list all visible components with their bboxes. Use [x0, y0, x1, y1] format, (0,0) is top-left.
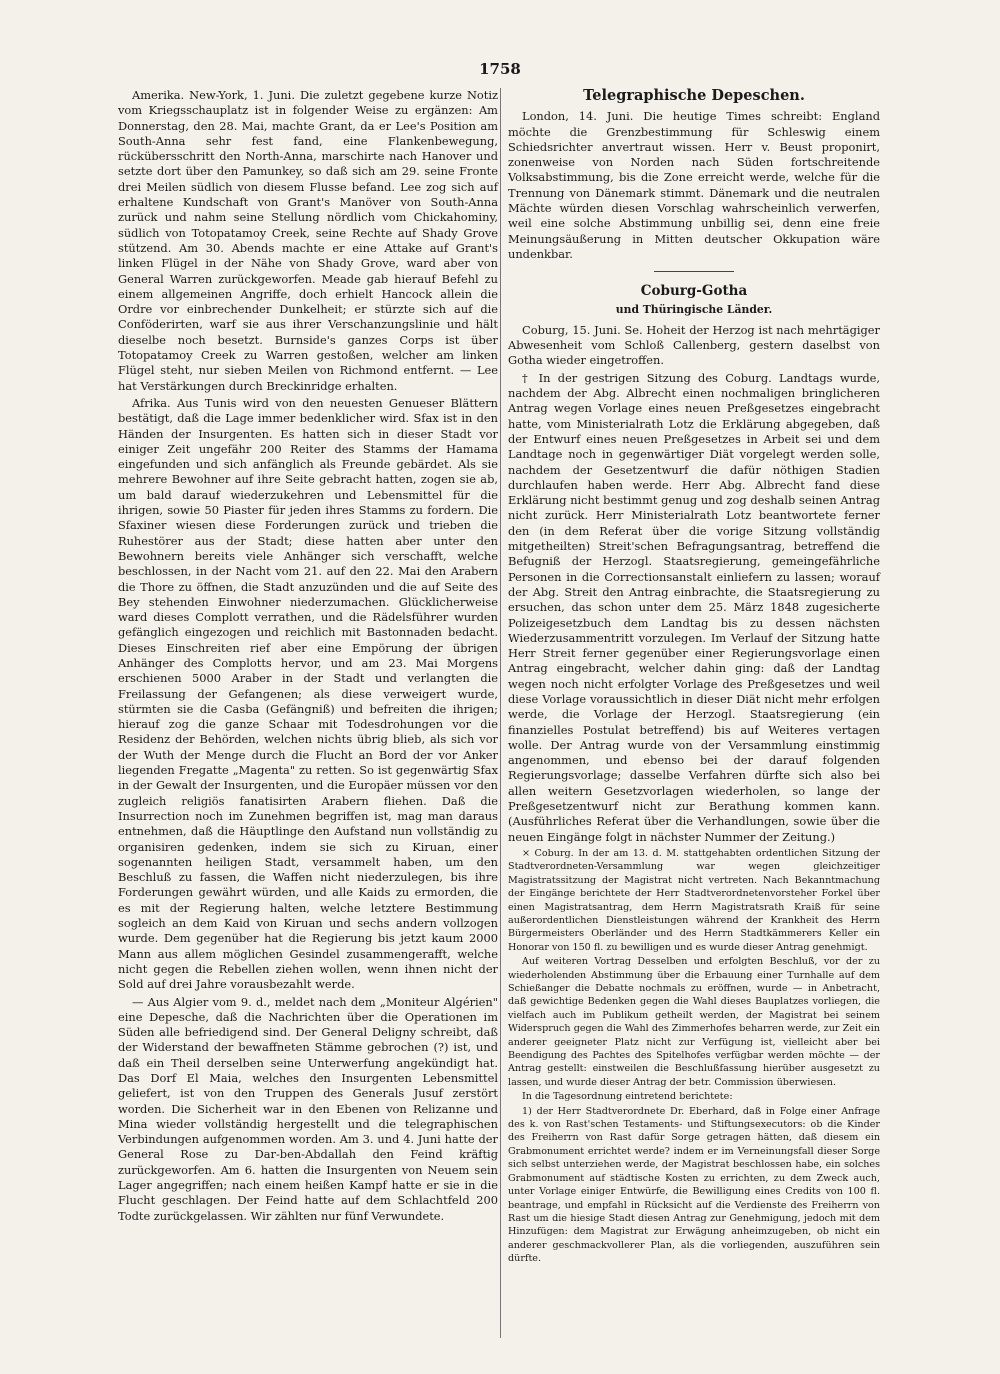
right-column: [508, 88, 880, 1267]
article-afrika-tunis: Afrika. Aus Tunis wird von den neuesten Genueser Blättern bestätigt, daß die Lage immer bedenklicher wird. Sfax ist in den Händen der Insurgenten. Es hatten sich in dieser Stadt vor einiger Zeit ungefähr 200 Reiter des Stamms der Hamama eingefunden und sich anfänglich als Freunde gebärdet. Als sie mehrere Bewohner auf ihre Seite gebracht hatten, zogen sie ab, um bald darauf wiederzukehren und Lebensmittel für die ihrigen, sowie 50 Piaster für jeden ihres Stamms zu fordern. Die Sfaxiner wiesen diese Forderungen zurück und trieben die Ruhestörer aus der Stadt; diese hatten aber unter den Bewohnern bereits viele Anhänger sich verschafft, welche beschlossen, in der Nacht vom 21. auf den 22. Mai den Arabern die Thore zu öffnen, die Stadt anzuzünden und die auf Seite des Bey stehenden Einwohner niederzumachen. Glücklicherweise ward dieses Complott verrathen, und die Rädelsführer wurden gefänglich eingezogen und reichlich mit Bastonnaden bedacht. Dieses Einschreiten rief aber eine Empörung der übrigen Anhänger des Complotts hervor, und am 23. Mai Morgens erschienen 5000 Araber in der Stadt und verlangten die Freilassung der Gefangenen; als diese verweigert wurde, stürmten sie die Casba (Gefängniß) und befreiten die ihrigen; hierauf zog die ganze Schaar mit Todesdrohungen vor die Residenz der Behörden, welchen nichts übrig blieb, als sich vor der Wuth der Menge durch die Flucht an Bord der vor Anker liegenden Fregatte „Magenta" zu retten. So ist gegenwärtig Sfax in der Gewalt der Insurgenten, und die Europäer müssen vor den zugleich religiös fanatisirten Arabern fliehen. Daß die Insurrection noch im Zunehmen begriffen ist, mag man daraus entnehmen, daß die Häuptlinge den Aufstand nun vollständig zu organisiren gedenken, indem sie sich zu Kiruan, einer sogenannten heiligen Stadt, versammelt haben, um den Beschluß zu fassen, die Waffen nicht niederzulegen, bis ihre Forderungen gewährt würden, und alle Kaids zu ermorden, die es mit der Regierung halten, welche letztere Bestimmung sogleich an dem Kaid von Kiruan und sechs andern vollzogen wurde. Dem gegenüber hat die Regierung bis jetzt kaum 2000 Mann aus allem möglichen Gesindel zusammengerafft, welche nicht gegen die Rebellen ziehen wollen, wenn ihnen nicht der Sold auf drei Jahre vorausbezahlt werde.: [118, 395, 498, 992]
article-coburg-herzog: Coburg, 15. Juni. Se. Hoheit der Herzog ist nach mehrtägiger Abwesenheit vom Schloß Callenberg, gestern daselbst von Gotha wieder eingetroffen.: [508, 322, 880, 368]
article-algier: — Aus Algier vom 9. d., meldet nach dem „Moniteur Algérien" eine Depesche, daß die Nachrichten über die Operationen im Süden alle befriedigend sind. Der General Deligny schreibt, daß der Widerstand der bewaffneten Stämme gebrochen (?) ist, und daß ein Theil derselben seine Unterwerfung angekündigt hat. Das Dorf El Maia, welches den Insurgenten Lebensmittel geliefert, ist von den Truppen des Generals Jusuf zerstört worden. Die Sicherheit war in den Ebenen von Relizanne und Mina wieder vollständig hergestellt und die telegraphischen Verbindungen aufgenommen worden. Am 3. und 4. Juni hatte der General Rose zu Dar-ben-Abdallah den Feind kräftig zurückgeworfen. Am 6. hatten die Insurgenten von Neuem sein Lager angegriffen; nach einem heißen Kampf hatte er sie in die Flucht geschlagen. Der Feind hatte auf dem Schlachtfeld 200 Todte zurückgelassen. Wir zählten nur fünf Verwundete.: [118, 994, 498, 1223]
article-coburg-stadtverordnete: ⨯ Coburg. In der am 13. d. M. stattgehabten ordentlichen Sitzung der Stadtverordneten-Versammlung war wegen gleichzeitiger Magistratssitzung der Magistrat nicht vertreten. Nach Bekanntmachung der Eingänge berichtete der Herr Stadtverordnetenvorsteher Forkel über einen Magistratsantrag, dem Herrn Magistratsrath Kraiß für seine außerordentlichen Dienstleistungen während der Krankheit des Herrn Bürgermeisters Oberländer und des Herrn Stadtkämmerers Keller ein Honorar von 150 fl. zu bewilligen und es wurde dieser Antrag genehmigt.: [508, 847, 880, 953]
article-coburg-landtag: † In der gestrigen Sitzung des Coburg. Landtags wurde, nachdem der Abg. Albrecht einen nochmaligen bringlicheren Antrag wegen Vorlage eines neuen Preßgesetzes eingebracht hatte, vom Ministerialrath Lotz die Erklärung abgegeben, daß der Entwurf eines neuen Preßgesetzes in Arbeit sei und dem Landtage noch in gegenwärtiger Diät vorgelegt werden solle, nachdem der Gesetzentwurf die dafür nöthigen Stadien durchlaufen haben werde. Herr Abg. Albrecht fand diese Erklärung nicht bestimmt genug und zog deshalb seinen Antrag nicht zurück. Herr Ministerialrath Lotz beantwortete ferner den (in dem Referat über die vorige Sitzung vollständig mitgetheilten) Streit'schen Befragungsantrag, betreffend die Befugniß der Herzogl. Staatsregierung, gemeingefährliche Personen in die Correctionsanstalt einliefern zu lassen; worauf der Abg. Streit den Antrag einbrachte, die Staatsregierung zu ersuchen, das schon unter dem 25. März 1848 zugesicherte Polizeigesetzbuch dem Landtag bis zu dessen nächsten Wiederzusammentritt vorzulegen. Im Verlauf der Sitzung hatte Herr Streit ferner gegenüber einer Regierungsvorlage einen Antrag eingebracht, welcher dahin ging: daß der Landtag wegen noch nicht erfolgter Vorlage des Preßgesetzes und weil diese Vorlage voraussichtlich in dieser Diät nicht mehr erfolgen werde, die Vorlage der Herzogl. Staatsregierung (ein finanzielles Postulat betreffend) bis auf Weiteres vertagen wolle. Der Antrag wurde von der Versammlung einstimmig angenommen, und ebenso bei der darauf folgenden Regierungsvorlage; dasselbe Verfahren dürfte sich also bei allen weitern Gesetzvorlagen wiederholen, so lange der Preßgesetzentwurf nicht zur Berathung kommen kann. (Ausführliches Referat über die Verhandlungen, sowie über die neuen Eingänge folgt in nächster Nummer der Zeitung.): [508, 370, 880, 844]
small-print-section: [508, 847, 880, 1266]
page-number: 1758: [479, 60, 521, 78]
section-heading: Coburg-Gotha: [640, 283, 748, 300]
section-rule: [654, 271, 734, 272]
section-subheading: und Thüringische Länder.: [615, 302, 773, 316]
left-column: [118, 88, 498, 1226]
article-turnhalle: Auf weiteren Vortrag Desselben und erfolgten Beschluß, vor der zu wiederholenden Abstimmung über die Erbauung einer Turnhalle auf dem Schießanger die Debatte nochmals zu eröffnen, wurde — in Anbetracht, daß gewichtige Bedenken gegen die Wahl dieses Bauplatzes vorliegen, die vielfach auch im Publikum getheilt werden, der Magistrat bei seinem Widerspruch gegen die Wahl des Zimmerhofes beharren werde, zur Zeit ein anderer geeigneter Platz nicht zur Verfügung ist, vielleicht aber bei Beendigung des Pachtes des Spitelhofes verfügbar werden möchte — der Antrag gestellt: einstweilen die Beschlußfassung hierüber ausgesetzt zu lassen, und wurde dieser Antrag der betr. Commission überwiesen.: [508, 956, 880, 1088]
telegraph-heading: Telegraphische Depeschen.: [583, 87, 805, 104]
article-tagesordnung: In die Tagesordnung eintretend berichtete:: [522, 1091, 733, 1103]
article-amerika: Amerika. New-York, 1. Juni. Die zuletzt gegebene kurze Notiz vom Kriegsschauplatz ist in folgender Weise zu ergänzen: Am Donnerstag, den 28. Mai, machte Grant, da er Lee's Position am South-Anna sehr fest fand, eine Flankenbewegung, rückübersschritt den North-Anna, marschirte nach Hanover und setzte dort über den Pamunkey, so daß sich am 29. seine Fronte drei Meilen südlich von diesem Flusse befand. Lee zog sich auf erhaltene Kundschaft von Grant's Manöver von South-Anna zurück und nahm seine Stellung nördlich vom Chickahominy, südlich von Totopatamoy Creek, seine Rechte auf Shady Grove stützend. Am 30. Abends machte er eine Attake auf Grant's linken Flügel in der Nähe von Shady Grove, ward aber von General Warren zurückgeworfen. Meade gab hierauf Befehl zu einem allgemeinen Angriffe, doch erhielt Hancock allein die Ordre vor einbrechender Dunkelheit; er stürzte sich auf die Conföderirten, warf sie aus ihrer Verschanzungslinie und hält dieselbe noch besetzt. Burnside's ganzes Corps ist über Totopatamoy Creek zu Warren gestoßen, welcher am linken Flügel steht, nur sieben Meilen von Richmond entfernt. — Lee hat Verstärkungen durch Breckinridge erhalten.: [118, 88, 498, 393]
telegraph-london: London, 14. Juni. Die heutige Times schreibt: England möchte die Grenzbestimmung für Schleswig einem Schiedsrichter anvertraut wissen. Herr v. Beust proponirt, zonenweise von Norden nach Süden fortschreitende Volksabstimmung, bis die Zone erreicht werde, welche für die Trennung von Dänemark stimmt. Dänemark und die neutralen Mächte würden diesen Vorschlag wahrscheinlich verwerfen, weil eine solche Abstimmung unbillig sei, denn eine freie Meinungsäußerung in Mitten deutscher Okkupation wäre undenkbar.: [508, 109, 880, 261]
article-grabmonument: 1) der Herr Stadtverordnete Dr. Eberhard, daß in Folge einer Anfrage des k. von Rast'schen Testaments- und Stiftungsexecutors: ob die Kinder des Freiherrn von Rast dafür Sorge getragen hätten, daß diesem ein Grabmonument errichtet werde? indem er im Verneinungsfall dieser Sorge sich selbst unterziehen werde, der Magistrat beschlossen habe, ein solches Grabmonument auf städtische Kosten zu errichten, zu dem Zweck auch, unter Vorlage einiger Entwürfe, die Bewilligung eines Credits von 100 fl. beantrage, und empfahl in Rücksicht auf die Verdienste des Freiherrn von Rast um die hiesige Stadt diesen Antrag zur Genehmigung, jedoch mit dem Hinzufügen: dem Magistrat zur Erwägung anheimzugeben, ob nicht ein anderer geschmackvollerer Plan, als die vorliegenden, auszuführen sein dürfte.: [508, 1105, 880, 1265]
column-divider: [500, 88, 501, 1338]
